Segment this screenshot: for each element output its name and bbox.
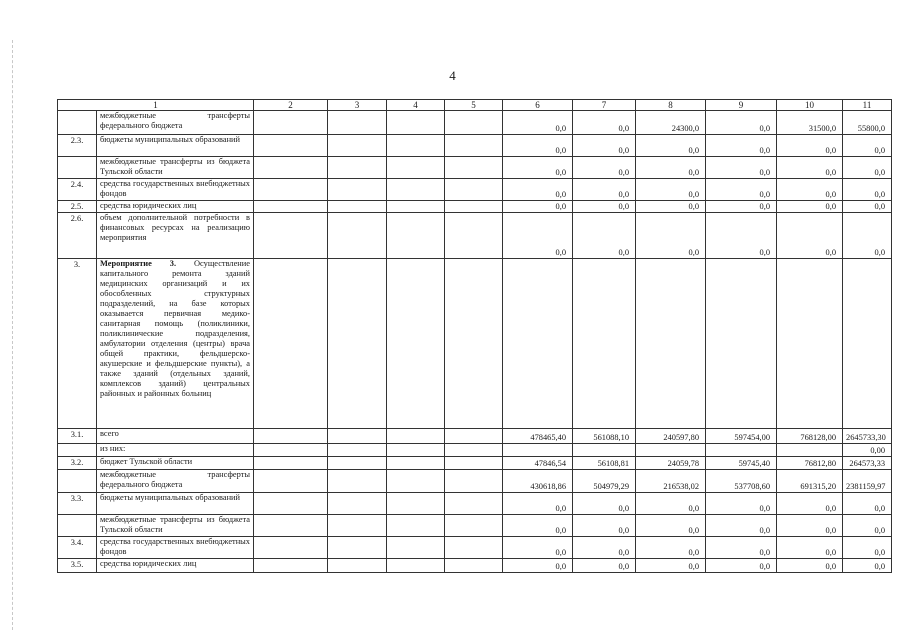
column-header-4: 4 <box>387 100 445 111</box>
value-cell-col-6: 0,0 <box>503 111 573 135</box>
value-cell-col-7: 0,0 <box>573 537 636 559</box>
empty-cell <box>254 259 328 429</box>
value-cell-col-11 <box>843 259 892 429</box>
empty-cell <box>254 135 328 157</box>
empty-cell <box>387 135 445 157</box>
value-cell-col-6 <box>503 259 573 429</box>
value-cell-col-8: 216538,02 <box>636 470 706 493</box>
table-row <box>58 201 892 213</box>
value-cell-col-7 <box>573 259 636 429</box>
empty-cell <box>445 157 503 179</box>
value-cell-col-10: 0,0 <box>777 493 843 515</box>
empty-cell <box>254 111 328 135</box>
empty-cell <box>328 444 387 457</box>
empty-cell <box>445 559 503 573</box>
row-label: бюджеты муниципальных образований <box>97 493 254 515</box>
empty-cell <box>328 429 387 444</box>
empty-cell <box>328 157 387 179</box>
table-row <box>58 213 892 259</box>
row-index: 3.3. <box>58 493 97 515</box>
empty-cell <box>254 559 328 573</box>
value-cell-col-11: 0,0 <box>843 135 892 157</box>
empty-cell <box>328 179 387 201</box>
row-label: межбюджетные трансферты федерального бюджета <box>97 111 254 135</box>
row-index <box>58 157 97 179</box>
value-cell-col-11: 0,0 <box>843 157 892 179</box>
empty-cell <box>254 179 328 201</box>
empty-cell <box>445 444 503 457</box>
empty-cell <box>254 470 328 493</box>
value-cell-col-6: 47846,54 <box>503 457 573 470</box>
row-index: 3.2. <box>58 457 97 470</box>
value-cell-col-9 <box>706 259 777 429</box>
empty-cell <box>254 515 328 537</box>
value-cell-col-11: 264573,33 <box>843 457 892 470</box>
row-index: 3.5. <box>58 559 97 573</box>
column-header-8: 8 <box>636 100 706 111</box>
value-cell-col-8: 0,0 <box>636 213 706 259</box>
column-header-9: 9 <box>706 100 777 111</box>
empty-cell <box>254 213 328 259</box>
column-header-1: 1 <box>58 100 254 111</box>
empty-cell <box>445 111 503 135</box>
empty-cell <box>328 457 387 470</box>
empty-cell <box>328 259 387 429</box>
row-label: средства государственных внебюджетных фондов <box>97 179 254 201</box>
empty-cell <box>328 135 387 157</box>
empty-cell <box>254 429 328 444</box>
row-label-text: Осуществление капитального ремонта зданий медицинских организаций и их обособленных структурных подразделений, на базе которых оказывается первичная медико-санитарная помощь (поликлиники, поликлинические подразделения, амбулатории отделения (центры) врача общей практики, фельдшерско-акушерские и фельдшерские пункты), а также зданий (отдельных зданий, комплексов зданий) центральных районных и районных больниц <box>100 259 250 398</box>
value-cell-col-7: 504979,29 <box>573 470 636 493</box>
column-header-2: 2 <box>254 100 328 111</box>
empty-cell <box>328 559 387 573</box>
value-cell-col-9: 597454,00 <box>706 429 777 444</box>
value-cell-col-10: 0,0 <box>777 157 843 179</box>
value-cell-col-10: 0,0 <box>777 559 843 573</box>
column-header-11: 11 <box>843 100 892 111</box>
row-index: 2.4. <box>58 179 97 201</box>
value-cell-col-10: 0,0 <box>777 213 843 259</box>
value-cell-col-8: 0,0 <box>636 157 706 179</box>
value-cell-col-10: 31500,0 <box>777 111 843 135</box>
value-cell-col-6: 0,0 <box>503 157 573 179</box>
table-row <box>58 559 892 573</box>
value-cell-col-8: 0,0 <box>636 135 706 157</box>
table-row <box>58 444 892 457</box>
empty-cell <box>387 470 445 493</box>
value-cell-col-11: 55800,0 <box>843 111 892 135</box>
empty-cell <box>254 201 328 213</box>
value-cell-col-11: 0,0 <box>843 493 892 515</box>
empty-cell <box>387 515 445 537</box>
column-header-3: 3 <box>328 100 387 111</box>
value-cell-col-9: 0,0 <box>706 111 777 135</box>
table-row <box>58 429 892 444</box>
table-row <box>58 135 892 157</box>
row-label: средства юридических лиц <box>97 201 254 213</box>
value-cell-col-7: 0,0 <box>573 135 636 157</box>
row-label: межбюджетные трансферты из бюджета Тульской области <box>97 157 254 179</box>
value-cell-col-6: 0,0 <box>503 213 573 259</box>
table-row <box>58 537 892 559</box>
table-row <box>58 470 892 493</box>
empty-cell <box>445 201 503 213</box>
empty-cell <box>387 444 445 457</box>
value-cell-col-9: 537708,60 <box>706 470 777 493</box>
value-cell-col-7: 0,0 <box>573 515 636 537</box>
value-cell-col-6: 0,0 <box>503 515 573 537</box>
value-cell-col-8: 0,0 <box>636 493 706 515</box>
empty-cell <box>387 559 445 573</box>
empty-cell <box>328 213 387 259</box>
row-label <box>97 259 254 429</box>
row-index <box>58 470 97 493</box>
value-cell-col-10: 691315,20 <box>777 470 843 493</box>
empty-cell <box>445 135 503 157</box>
value-cell-col-7: 0,0 <box>573 493 636 515</box>
value-cell-col-8: 24300,0 <box>636 111 706 135</box>
value-cell-col-8: 240597,80 <box>636 429 706 444</box>
empty-cell <box>328 537 387 559</box>
empty-cell <box>445 179 503 201</box>
empty-cell <box>445 429 503 444</box>
value-cell-col-11: 2381159,97 <box>843 470 892 493</box>
row-label: объем дополнительной потребности в финансовых ресурсах на реализацию мероприятия <box>97 213 254 259</box>
empty-cell <box>328 470 387 493</box>
value-cell-col-9: 0,0 <box>706 493 777 515</box>
column-header-7: 7 <box>573 100 636 111</box>
empty-cell <box>445 493 503 515</box>
value-cell-col-9: 0,0 <box>706 515 777 537</box>
row-index: 3. <box>58 259 97 429</box>
value-cell-col-10: 0,0 <box>777 179 843 201</box>
table-row <box>58 259 892 429</box>
value-cell-col-10 <box>777 444 843 457</box>
value-cell-col-11: 0,0 <box>843 213 892 259</box>
value-cell-col-6: 0,0 <box>503 201 573 213</box>
value-cell-col-7: 0,0 <box>573 111 636 135</box>
value-cell-col-10: 0,0 <box>777 537 843 559</box>
value-cell-col-10: 0,0 <box>777 135 843 157</box>
table-row <box>58 111 892 135</box>
row-label: всего <box>97 429 254 444</box>
value-cell-col-6: 0,0 <box>503 559 573 573</box>
row-index: 2.3. <box>58 135 97 157</box>
empty-cell <box>387 213 445 259</box>
empty-cell <box>387 179 445 201</box>
value-cell-col-9: 59745,40 <box>706 457 777 470</box>
value-cell-col-8: 0,0 <box>636 559 706 573</box>
row-label: из них: <box>97 444 254 457</box>
empty-cell <box>254 493 328 515</box>
row-index <box>58 111 97 135</box>
row-index: 3.4. <box>58 537 97 559</box>
empty-cell <box>445 537 503 559</box>
value-cell-col-11: 0,00 <box>843 444 892 457</box>
value-cell-col-10: 0,0 <box>777 201 843 213</box>
value-cell-col-7: 0,0 <box>573 559 636 573</box>
value-cell-col-9: 0,0 <box>706 135 777 157</box>
empty-cell <box>387 157 445 179</box>
column-header-10: 10 <box>777 100 843 111</box>
value-cell-col-8 <box>636 259 706 429</box>
value-cell-col-9: 0,0 <box>706 213 777 259</box>
value-cell-col-8: 0,0 <box>636 179 706 201</box>
value-cell-col-7: 0,0 <box>573 179 636 201</box>
row-label: бюджеты муниципальных образований <box>97 135 254 157</box>
value-cell-col-8: 24059,78 <box>636 457 706 470</box>
empty-cell <box>387 201 445 213</box>
page-edge-dashes <box>12 40 13 630</box>
table-row <box>58 457 892 470</box>
table-row <box>58 179 892 201</box>
value-cell-col-9: 0,0 <box>706 157 777 179</box>
row-label-lead: Мероприятие 3. <box>100 259 177 268</box>
page-number: 4 <box>449 68 456 83</box>
value-cell-col-6: 430618,86 <box>503 470 573 493</box>
empty-cell <box>387 259 445 429</box>
table-row <box>58 157 892 179</box>
value-cell-col-6 <box>503 444 573 457</box>
empty-cell <box>445 470 503 493</box>
value-cell-col-11: 0,0 <box>843 559 892 573</box>
value-cell-col-10: 0,0 <box>777 515 843 537</box>
value-cell-col-9: 0,0 <box>706 559 777 573</box>
empty-cell <box>328 201 387 213</box>
value-cell-col-11: 0,0 <box>843 515 892 537</box>
value-cell-col-7 <box>573 444 636 457</box>
empty-cell <box>254 444 328 457</box>
value-cell-col-9: 0,0 <box>706 179 777 201</box>
value-cell-col-8: 0,0 <box>636 515 706 537</box>
value-cell-col-7: 0,0 <box>573 213 636 259</box>
row-index: 3.1. <box>58 429 97 444</box>
empty-cell <box>387 457 445 470</box>
empty-cell <box>254 157 328 179</box>
empty-cell <box>445 457 503 470</box>
row-label: межбюджетные трансферты федерального бюджета <box>97 470 254 493</box>
row-label: межбюджетные трансферты из бюджета Тульской области <box>97 515 254 537</box>
row-index <box>58 444 97 457</box>
value-cell-col-6: 0,0 <box>503 537 573 559</box>
empty-cell <box>387 537 445 559</box>
value-cell-col-8: 0,0 <box>636 537 706 559</box>
value-cell-col-10: 76812,80 <box>777 457 843 470</box>
empty-cell <box>254 457 328 470</box>
table-row <box>58 515 892 537</box>
value-cell-col-10: 768128,00 <box>777 429 843 444</box>
value-cell-col-10 <box>777 259 843 429</box>
column-header-6: 6 <box>503 100 573 111</box>
row-label: бюджет Тульской области <box>97 457 254 470</box>
value-cell-col-8 <box>636 444 706 457</box>
empty-cell <box>387 493 445 515</box>
value-cell-col-11: 0,0 <box>843 179 892 201</box>
empty-cell <box>387 429 445 444</box>
empty-cell <box>445 515 503 537</box>
value-cell-col-6: 478465,40 <box>503 429 573 444</box>
value-cell-col-7: 0,0 <box>573 201 636 213</box>
empty-cell <box>328 111 387 135</box>
finance-table <box>57 99 892 573</box>
value-cell-col-9: 0,0 <box>706 537 777 559</box>
value-cell-col-7: 56108,81 <box>573 457 636 470</box>
empty-cell <box>445 213 503 259</box>
value-cell-col-11: 0,0 <box>843 201 892 213</box>
empty-cell <box>328 515 387 537</box>
row-index: 2.6. <box>58 213 97 259</box>
value-cell-col-8: 0,0 <box>636 201 706 213</box>
value-cell-col-11: 0,0 <box>843 537 892 559</box>
row-label: средства государственных внебюджетных фондов <box>97 537 254 559</box>
empty-cell <box>445 259 503 429</box>
row-index: 2.5. <box>58 201 97 213</box>
header-row <box>58 100 892 111</box>
row-index <box>58 515 97 537</box>
value-cell-col-6: 0,0 <box>503 493 573 515</box>
value-cell-col-7: 0,0 <box>573 157 636 179</box>
empty-cell <box>254 537 328 559</box>
value-cell-col-9 <box>706 444 777 457</box>
empty-cell <box>328 493 387 515</box>
value-cell-col-11: 2645733,30 <box>843 429 892 444</box>
value-cell-col-6: 0,0 <box>503 135 573 157</box>
table-row <box>58 493 892 515</box>
value-cell-col-9: 0,0 <box>706 201 777 213</box>
value-cell-col-6: 0,0 <box>503 179 573 201</box>
value-cell-col-7: 561088,10 <box>573 429 636 444</box>
empty-cell <box>387 111 445 135</box>
row-label: средства юридических лиц <box>97 559 254 573</box>
column-header-5: 5 <box>445 100 503 111</box>
